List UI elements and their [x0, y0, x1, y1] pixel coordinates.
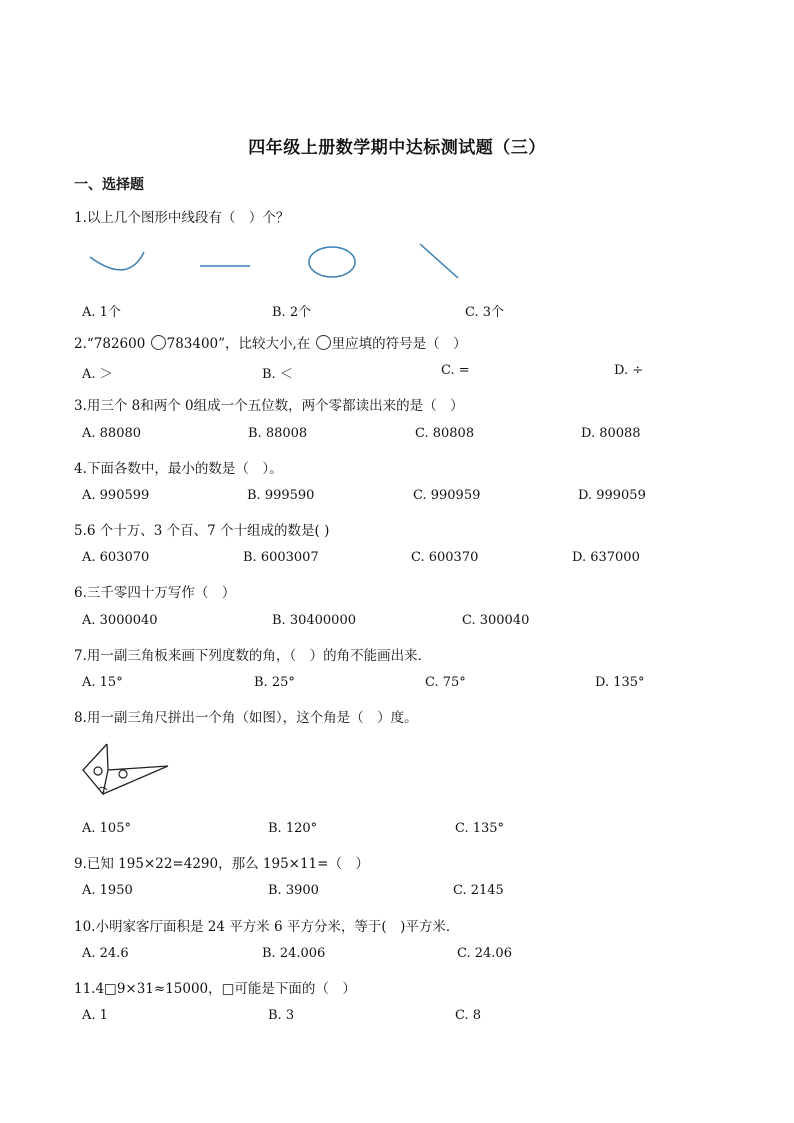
question-1-stem: 1.以上几个图形中线段有（ ）个？ — [74, 210, 290, 226]
option-3c: C. 80808 — [415, 426, 475, 441]
option-8a: A. 105° — [82, 821, 131, 836]
option-5c: C. 600370 — [411, 550, 479, 565]
option-11c: C. 8 — [455, 1008, 482, 1023]
option-7b: B. 25° — [254, 675, 295, 690]
option-3a: A. 88080 — [82, 426, 142, 441]
option-9a: A. 1950 — [82, 883, 133, 898]
option-4d: D. 999059 — [578, 488, 646, 503]
section-heading: 一、选择题 — [74, 177, 144, 193]
option-3b: B. 88008 — [248, 426, 308, 441]
option-2b: B. ＜ — [262, 367, 293, 382]
option-10a: A. 24.6 — [82, 946, 129, 961]
option-2c: C. = — [441, 363, 470, 378]
option-2d: D. ÷ — [614, 363, 644, 378]
curve-figure — [90, 252, 144, 270]
question-8-stem: 8.用一副三角尺拼出一个角（如图），这个角是（ ）度。 — [74, 710, 418, 726]
option-7c: C. 75° — [425, 675, 466, 690]
option-9c: C. 2145 — [453, 883, 504, 898]
stem-part-2: 783400”，比较大小,在 — [166, 336, 315, 352]
option-4a: A. 990599 — [82, 488, 150, 503]
option-11b: B. 3 — [268, 1008, 295, 1023]
option-1a: A. 1个 — [82, 305, 121, 320]
question-11-stem: 11.4□9×31≈15000，□可能是下面的（ ） — [74, 981, 356, 997]
option-1b: B. 2个 — [272, 305, 312, 320]
option-4b: B. 999590 — [247, 488, 315, 503]
page-title: 四年级上册数学期中达标测试题（三） — [248, 138, 546, 158]
question-2-stem — [74, 332, 467, 352]
blank-circle-icon — [316, 335, 331, 350]
question-5-stem: 5.6 个十万、3 个百、7 个十组成的数是( ) — [74, 523, 330, 539]
stem-part-3: 里应填的符号是（ ） — [331, 336, 467, 352]
option-6a: A. 3000040 — [82, 613, 158, 628]
question-4-stem: 4.下面各数中，最小的数是（ ）。 — [74, 461, 283, 477]
option-10c: C. 24.06 — [457, 946, 512, 961]
option-3d: D. 80088 — [581, 426, 641, 441]
option-6c: C. 300040 — [462, 613, 530, 628]
option-5d: D. 637000 — [572, 550, 640, 565]
option-6b: B. 30400000 — [272, 613, 356, 628]
option-9b: B. 3900 — [268, 883, 319, 898]
question-10-stem: 10.小明家客厅面积是 24 平方米 6 平方分米，等于( )平方米． — [74, 919, 460, 935]
blank-circle-icon — [151, 335, 166, 350]
option-1c: C. 3个 — [465, 305, 505, 320]
option-8c: C. 135° — [455, 821, 505, 836]
question-6-stem: 6.三千零四十万写作（ ） — [74, 585, 236, 601]
option-7d: D. 135° — [595, 675, 645, 690]
option-10b: B. 24.006 — [262, 946, 326, 961]
question-1-figures — [80, 240, 480, 290]
ellipse-figure — [309, 247, 355, 277]
option-5b: B. 6003007 — [243, 550, 319, 565]
option-11a: A. 1 — [82, 1008, 108, 1023]
option-4c: C. 990959 — [413, 488, 481, 503]
question-3-stem: 3.用三个 8和两个 0组成一个五位数，两个零都读出来的是（ ） — [74, 398, 464, 414]
diagonal-segment-figure — [420, 244, 458, 278]
stem-part-1: 2.“782600 — [74, 336, 150, 352]
option-7a: A. 15° — [82, 675, 123, 690]
question-7-stem: 7.用一副三角板来画下列度数的角，（ ）的角不能画出来． — [74, 648, 432, 664]
triangle-rulers-figure — [80, 738, 180, 800]
question-9-stem: 9.已知 195×22=4290，那么 195×11=（ ） — [74, 856, 369, 872]
option-2a: A. ＞ — [82, 367, 113, 382]
option-8b: B. 120° — [268, 821, 318, 836]
option-5a: A. 603070 — [82, 550, 150, 565]
